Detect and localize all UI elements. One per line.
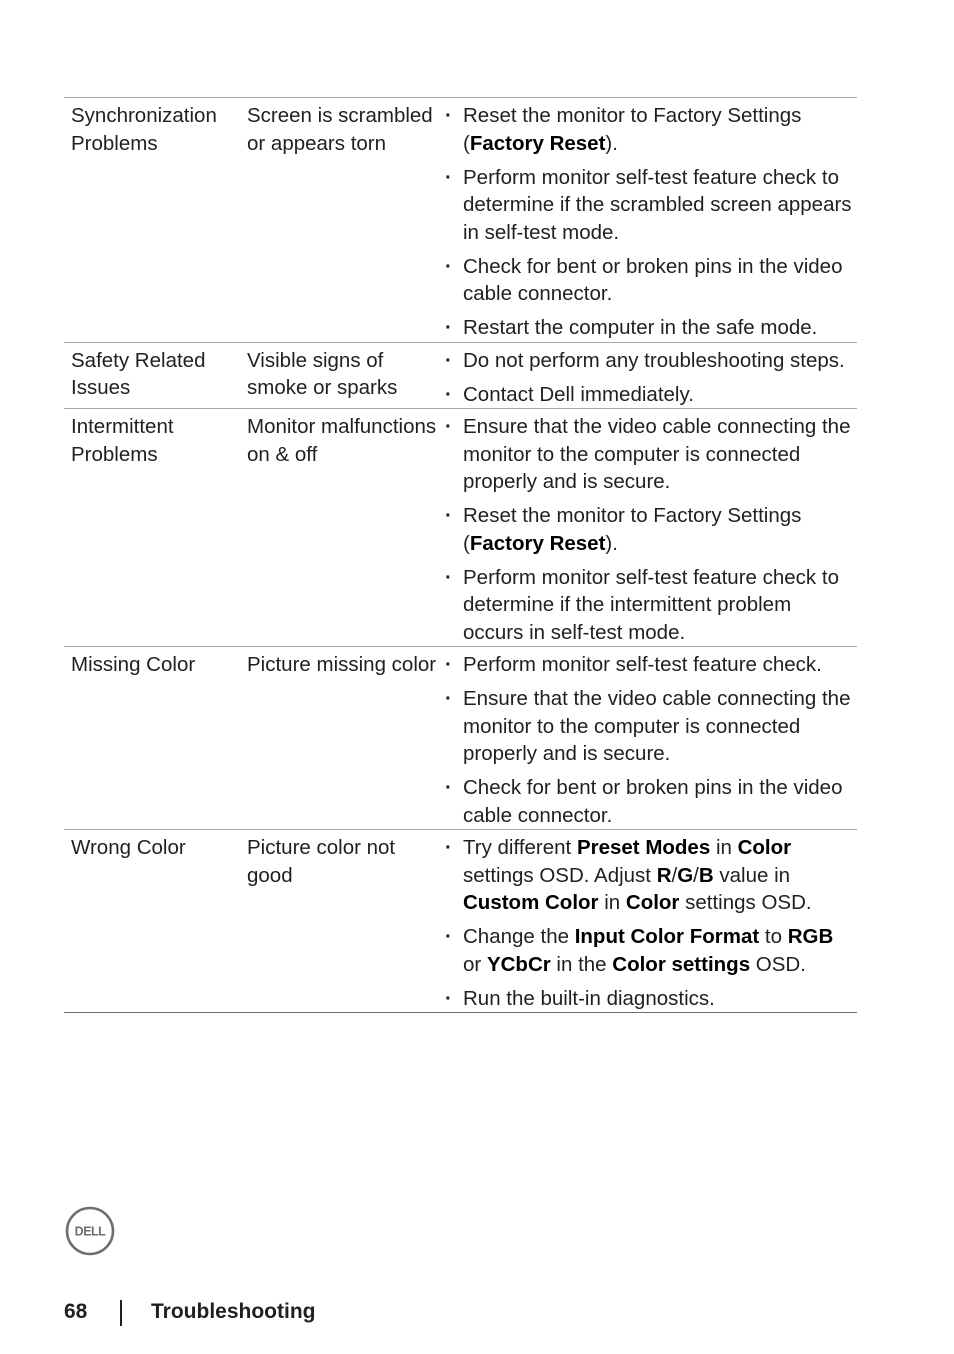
emphasis-text: R	[656, 863, 672, 887]
symptom-cell: Monitor malfunctions on & off	[247, 409, 445, 647]
emphasis-text: YCbCr	[486, 952, 551, 976]
solution-text: to	[759, 925, 788, 948]
solution-text: Run the built-in diagnostics.	[463, 986, 715, 1010]
problem-cell: Missing Color	[64, 647, 247, 830]
solution-text: ).	[605, 131, 618, 155]
symptom-cell: Screen is scrambled or appears torn	[247, 98, 445, 343]
solution-text: Ensure that the video cable connecting the monitor to the computer is connected properly and is secure.	[463, 415, 851, 493]
solution-item	[445, 253, 857, 308]
solution-text: Restart the computer in the safe mode.	[463, 316, 818, 339]
solution-text: Check for bent or broken pins in the video cable connector.	[463, 776, 843, 827]
table-body	[64, 98, 857, 1013]
solution-item	[445, 347, 857, 375]
emphasis-text: Color	[625, 891, 680, 914]
troubleshooting-table	[64, 97, 857, 1013]
solution-item	[445, 564, 857, 647]
emphasis-text: B	[698, 863, 714, 887]
solution-list	[445, 651, 857, 829]
emphasis-text: Color	[737, 836, 792, 859]
problem-cell: Intermittent Problems	[64, 409, 247, 647]
table-row	[64, 98, 857, 343]
solution-cell	[445, 830, 857, 1013]
problem-cell: Safety Related Issues	[64, 342, 247, 409]
problem-cell: Synchronization Problems	[64, 98, 247, 343]
emphasis-text: G	[677, 863, 694, 887]
solution-item	[445, 685, 857, 768]
solution-text: Do not perform any troubleshooting steps.	[463, 348, 845, 372]
solution-list	[445, 347, 857, 409]
solution-text: /	[671, 863, 678, 887]
solution-text: or	[463, 952, 487, 976]
solution-list	[445, 102, 857, 342]
solution-text: value in	[713, 863, 791, 887]
table-row	[64, 409, 857, 647]
solution-text: in the	[550, 952, 613, 976]
solution-item	[445, 164, 857, 247]
solution-text: settings OSD.	[679, 891, 812, 914]
solution-text: Contact Dell immediately.	[463, 382, 694, 406]
table-row	[64, 830, 857, 1013]
emphasis-text: Color settings	[612, 952, 751, 976]
solution-text: Perform monitor self-test feature check.	[463, 653, 822, 676]
emphasis-text: Preset Modes	[576, 836, 711, 859]
solution-item	[445, 774, 857, 829]
solution-item	[445, 102, 857, 157]
solution-cell	[445, 647, 857, 830]
solution-cell	[445, 342, 857, 409]
solution-item	[445, 502, 857, 557]
footer-separator	[120, 1300, 122, 1326]
symptom-cell: Picture color not good	[247, 830, 445, 1013]
solution-text: Ensure that the video cable connecting the monitor to the computer is connected properly and is secure.	[463, 687, 851, 765]
table-row	[64, 342, 857, 409]
solution-text: Perform monitor self-test feature check to determine if the intermittent problem occurs in self-test mode.	[463, 565, 839, 644]
solution-text: Change the	[463, 925, 575, 948]
emphasis-text: Factory Reset	[469, 531, 606, 555]
solution-cell	[445, 409, 857, 647]
solution-text: Perform monitor self-test feature check to determine if the scrambled screen appears in self-test mode.	[463, 165, 852, 244]
solution-list	[445, 413, 857, 646]
solution-text: in	[710, 836, 738, 859]
solution-text: ).	[605, 531, 618, 555]
footer-section-title: Troubleshooting	[151, 1300, 316, 1323]
solution-item	[445, 651, 857, 679]
solution-item	[445, 834, 857, 917]
solution-list	[445, 834, 857, 1012]
emphasis-text: Custom Color	[463, 891, 599, 914]
solution-text: settings OSD. Adjust	[463, 863, 657, 887]
solution-text: Try different	[463, 836, 577, 859]
solution-text: Reset the monitor to Factory Settings (	[463, 504, 802, 555]
solution-item	[445, 923, 857, 978]
symptom-cell: Visible signs of smoke or sparks	[247, 342, 445, 409]
solution-text: /	[693, 863, 699, 887]
solution-item	[445, 314, 857, 342]
emphasis-text: RGB	[787, 925, 834, 948]
solution-text: Check for bent or broken pins in the video cable connector.	[463, 254, 843, 305]
solution-item	[445, 985, 857, 1013]
emphasis-text: Factory Reset	[469, 131, 606, 155]
solution-item	[445, 381, 857, 409]
problem-cell: Wrong Color	[64, 830, 247, 1013]
solution-text: Reset the monitor to Factory Settings (	[463, 104, 802, 155]
symptom-cell: Picture missing color	[247, 647, 445, 830]
page-number: 68	[64, 1300, 88, 1323]
solution-item	[445, 413, 857, 496]
dell-logo	[65, 1206, 115, 1261]
table-row	[64, 647, 857, 830]
solution-text: OSD.	[750, 952, 806, 976]
solution-text: in	[598, 891, 626, 914]
solution-cell	[445, 98, 857, 343]
dell-logo-text: DELL	[74, 1224, 106, 1239]
emphasis-text: Input Color Format	[574, 925, 760, 948]
